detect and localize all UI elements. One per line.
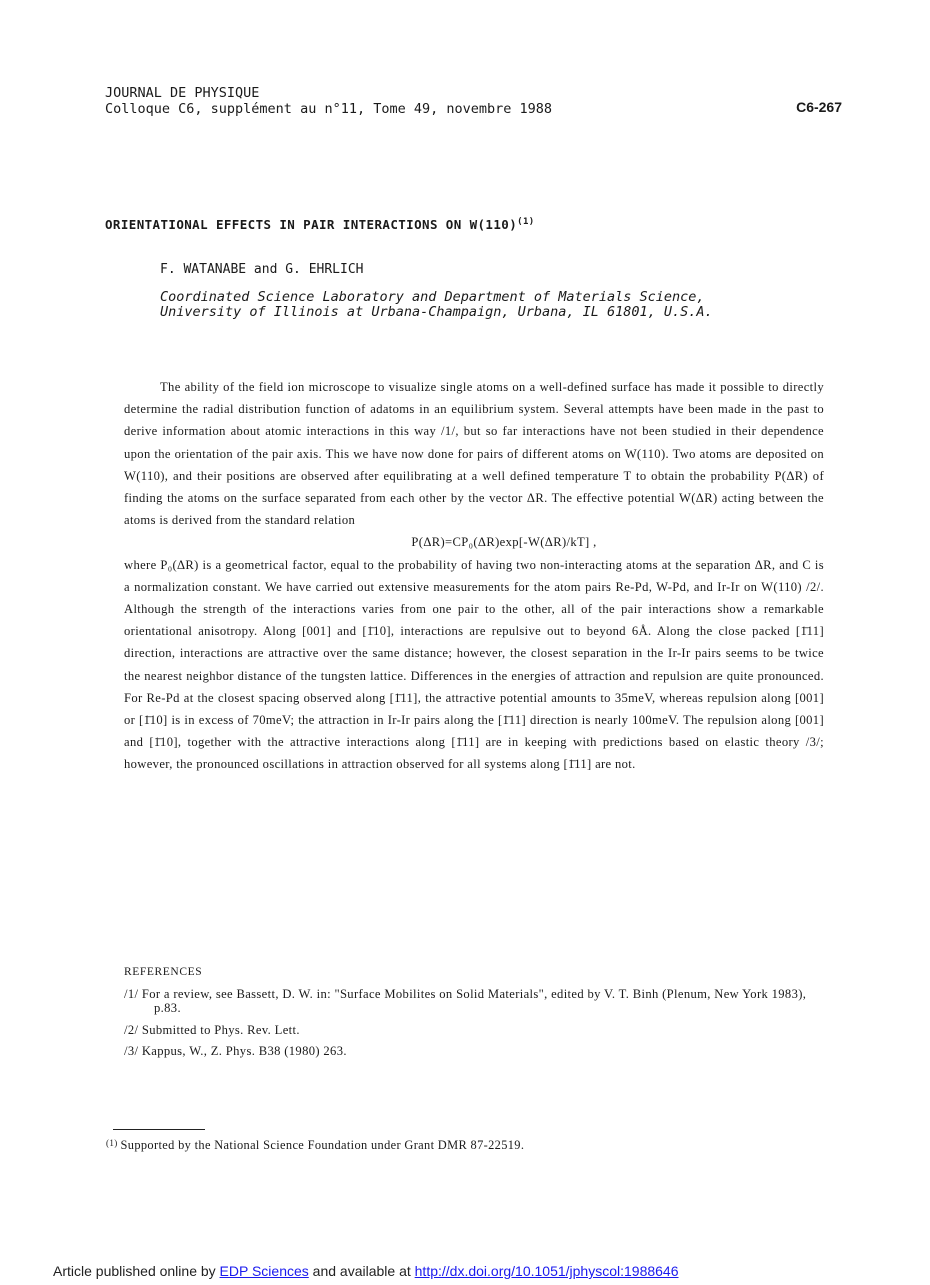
publication-banner xyxy=(53,1263,679,1279)
affiliation-line-1: Coordinated Science Laboratory and Department of Materials Science, xyxy=(160,289,705,305)
title-footnote-mark: (1) xyxy=(517,217,535,227)
references-list xyxy=(124,987,824,1066)
authors: F. WATANABE and G. EHRLICH xyxy=(160,262,364,277)
issue-info: Colloque C6, supplément au n°11, Tome 49, novembre 1988 xyxy=(105,101,553,117)
paper-title xyxy=(105,217,535,232)
paragraph-2: where P₀(ΔR) is a geometrical factor, equal to the probability of having two non-interacting atoms at the separation ΔR, and C is a normalization constant. We have carried out extensive measurements for the atom pairs Re-Pd, W-Pd, and Ir-Ir on W(110) /2/. Although the strength of the interactions varies from one pair to the other, all of the pair interactions show a remarkable orientational anisotropy. Along [001] and [1̄10], interactions are repulsive out to beyond 6Å. Along the close packed [1̄11] direction, interactions are attractive over the same distance; however, the closest separation in the Ir-Ir pairs seems to be twice the nearest neighbor distance of the tungsten lattice. Differences in the energies of attraction and repulsion are quite pronounced. For Re-Pd at the closest spacing observed along [1̄11], the attractive potential amounts to 35meV, whereas repulsion along [001] or [1̄10] is in excess of 70meV; the attraction in Ir-Ir pairs along the [1̄11] direction is nearly 100meV. The repulsion along [001] and [1̄10], together with the attractive interactions along [1̄11] are in keeping with predictions based on elastic theory /3/; however, the pronounced oscillations in attraction observed for all systems along [1̄11] are not. xyxy=(124,557,824,772)
page-number: C6-267 xyxy=(796,99,842,115)
affiliation xyxy=(160,290,713,320)
journal-name: JOURNAL DE PHYSIQUE xyxy=(105,85,260,101)
body-text xyxy=(124,376,824,776)
footnote-rule xyxy=(113,1129,205,1130)
footnote xyxy=(106,1138,524,1153)
references-heading: REFERENCES xyxy=(124,966,203,978)
footnote-mark: (1) xyxy=(106,1138,118,1148)
running-header xyxy=(105,85,552,117)
reference-1: /1/ For a review, see Bassett, D. W. in: "Surface Mobilites on Solid Materials", edited by V. T. Binh (Plenum, New York 1983), p.83. xyxy=(124,987,807,1016)
reference-2: /2/ Submitted to Phys. Rev. Lett. xyxy=(124,1022,300,1037)
banner-prefix: Article published online by xyxy=(53,1263,220,1279)
reference-3: /3/ Kappus, W., Z. Phys. B38 (1980) 263. xyxy=(124,1044,347,1059)
affiliation-line-2: University of Illinois at Urbana-Champaign, Urbana, IL 61801, U.S.A. xyxy=(160,304,713,320)
equation: P(ΔR)=CP₀(ΔR)exp[-W(ΔR)/kT] , xyxy=(411,535,597,550)
doi-link[interactable]: http://dx.doi.org/10.1051/jphyscol:1988646 xyxy=(414,1263,679,1279)
paragraph-1: The ability of the field ion microscope to visualize single atoms on a well-defined surface has made it possible to directly determine the radial distribution function of adatoms in an equilibrium system. Several attempts have been made in the past to derive information about atomic interactions in this way /1/, but so far interactions have not been studied in their dependence upon the orientation of the pair axis. This we have now done for pairs of different atoms on W(110). Two atoms are deposited on W(110), and their positions are observed after equilibrating at a well defined temperature T to obtain the probability P(ΔR) of finding the atoms on the surface separated from each other by the vector ΔR. The effective potential W(ΔR) acting between the atoms is derived from the standard relation xyxy=(124,380,824,528)
banner-middle: and available at xyxy=(308,1263,415,1279)
title-text: ORIENTATIONAL EFFECTS IN PAIR INTERACTIONS ON W(110) xyxy=(105,217,518,233)
publisher-link[interactable]: EDP Sciences xyxy=(219,1263,309,1279)
footnote-text: Supported by the National Science Foundation under Grant DMR 87-22519. xyxy=(120,1138,525,1152)
